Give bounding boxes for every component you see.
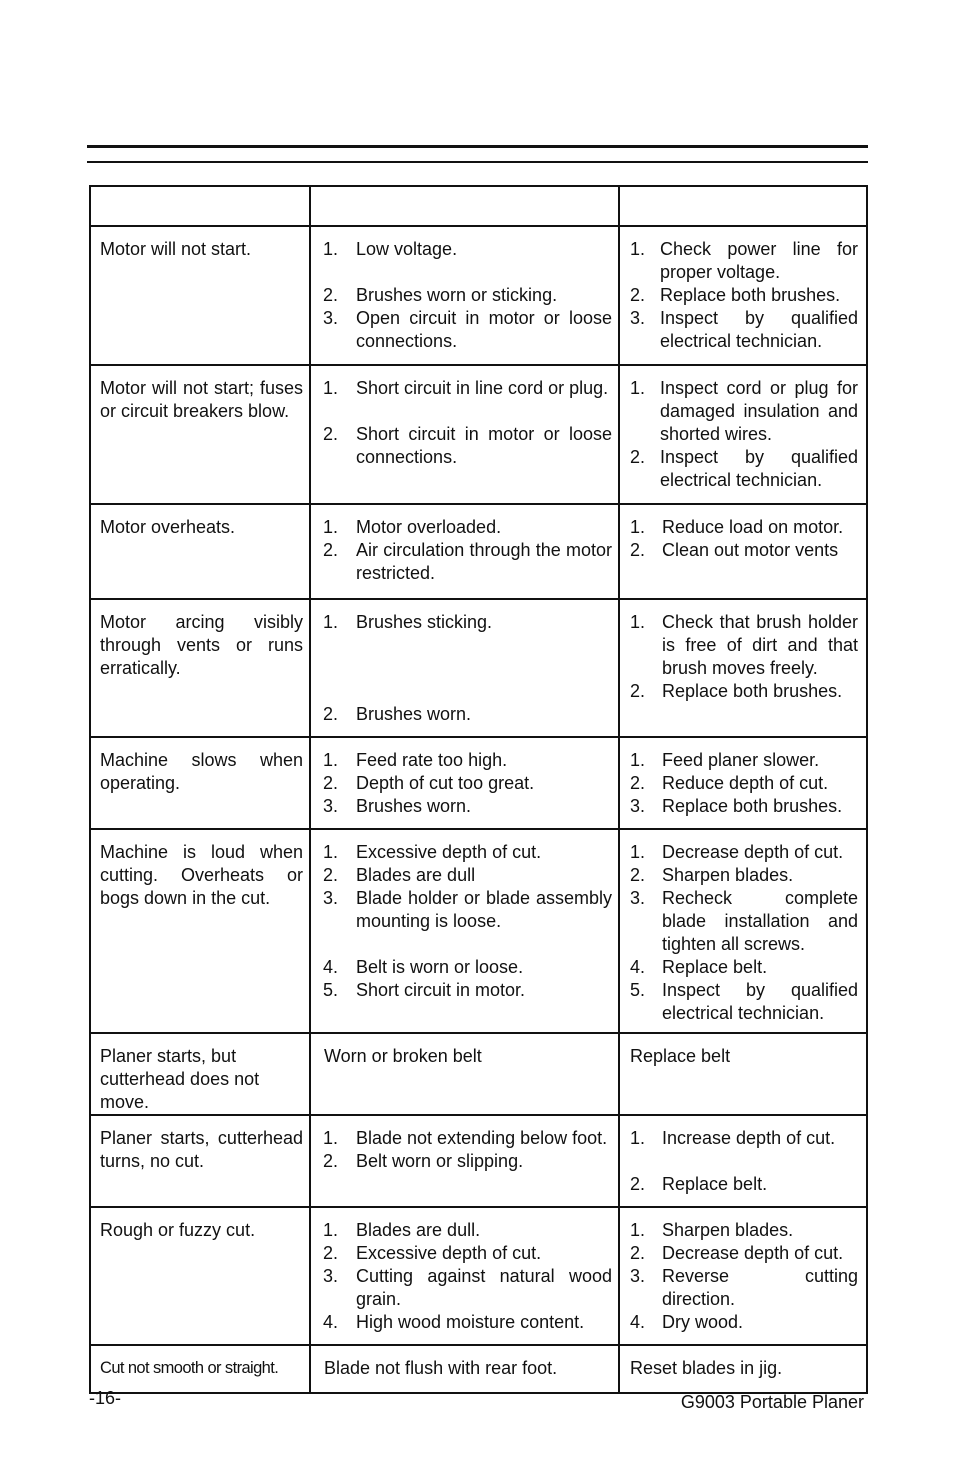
list-item: 4. High wood moisture content. [323, 1312, 585, 1332]
symptom-cell: Planer starts, cutterhead turns, no cut. [90, 1115, 310, 1207]
solution-cell [619, 599, 867, 737]
list-item: 5. Short circuit in motor. [323, 980, 526, 1000]
cause-cell [310, 1207, 619, 1345]
solution-cell: Replace belt [619, 1033, 867, 1115]
table-row [90, 599, 867, 737]
list-item: 1. Blade not extending below foot. [323, 1128, 608, 1148]
list-item: 2. Sharpen blades. [630, 865, 794, 885]
cause-cell [310, 365, 619, 504]
page-number: -16- [89, 1388, 122, 1408]
header-problem [90, 186, 310, 226]
symptom-cell: Motor will not start; fuses or circuit breakers blow. [90, 365, 310, 504]
solution-cell [619, 737, 867, 829]
list-item: 1. Decrease depth of cut. [630, 842, 844, 862]
symptom-cell: Planer starts, but cutterhead does not move. [90, 1033, 310, 1115]
list-item: 1. Feed rate too high. [323, 750, 508, 770]
list-item: 3. Inspect by qualified electrical technician. [630, 308, 858, 351]
solution-cell [619, 365, 867, 504]
solution-cell [619, 226, 867, 365]
solution-cell [619, 1207, 867, 1345]
list-item: 3. Reverse cutting direction. [630, 1266, 858, 1309]
table-row [90, 365, 867, 504]
cause-cell [310, 504, 619, 599]
cause-cell [310, 829, 619, 1033]
list-item: 1. Brushes sticking. [323, 612, 493, 632]
list-item: 3. Replace both brushes. [630, 796, 843, 816]
solution-cell [619, 504, 867, 599]
table-row [90, 1345, 867, 1393]
list-item: 3. Cutting against natural wood grain. [323, 1266, 612, 1309]
table-row [90, 226, 867, 365]
table-row [90, 737, 867, 829]
table-row [90, 504, 867, 599]
list-item: 1. Short circuit in line cord or plug. [323, 378, 609, 398]
list-item: 5. Inspect by qualified electrical technician. [630, 980, 858, 1023]
cause-cell [310, 1115, 619, 1207]
cause-cell [310, 737, 619, 829]
list-item: 3. Brushes worn. [323, 796, 472, 816]
list-item: 1. Excessive depth of cut. [323, 842, 542, 862]
list-item: 2. Belt worn or slipping. [323, 1151, 524, 1171]
cause-cell: Blade not flush with rear foot. [310, 1345, 619, 1393]
list-item: 1. Check power line for proper voltage. [630, 239, 858, 282]
table-row [90, 1033, 867, 1115]
list-item: 1. Sharpen blades. [630, 1220, 794, 1240]
solution-cell: Reset blades in jig. [619, 1345, 867, 1393]
list-item: 4. Replace belt. [630, 957, 768, 977]
list-item: 2. Reduce depth of cut. [630, 773, 829, 793]
cause-cell [310, 226, 619, 365]
list-item: 2. Air circulation through the motor restricted. [323, 540, 612, 583]
list-item: 2. Depth of cut too great. [323, 773, 535, 793]
cause-cell: Worn or broken belt [310, 1033, 619, 1115]
table-header-row [90, 186, 867, 226]
symptom-cell: Machine is loud when cutting. Overheats or bogs down in the cut. [90, 829, 310, 1033]
list-item: 3. Recheck complete blade installation and tighten all screws. [630, 888, 858, 954]
symptom-cell: Motor arcing visibly through vents or runs erratically. [90, 599, 310, 737]
list-item: 1. Check that brush holder is free of dirt and that brush moves freely. [630, 612, 858, 678]
list-item: 4. Dry wood. [630, 1312, 744, 1332]
list-item: 2. Replace belt. [630, 1174, 768, 1194]
list-item: 1. Motor overloaded. [323, 517, 502, 537]
list-item: 3. Open circuit in motor or loose connections. [323, 308, 612, 351]
table-row [90, 1115, 867, 1207]
troubleshooting-table [89, 185, 868, 1394]
list-item: 4. Belt is worn or loose. [323, 957, 524, 977]
table-row [90, 829, 867, 1033]
product-name: G9003 Portable Planer [680, 1392, 864, 1412]
list-item: 1. Feed planer slower. [630, 750, 820, 770]
symptom-cell: Machine slows when operating. [90, 737, 310, 829]
solution-cell [619, 829, 867, 1033]
list-item: 1. Reduce load on motor. [630, 517, 844, 537]
list-item: 1. Inspect cord or plug for damaged insulation and shorted wires. [630, 378, 858, 444]
list-item: 1. Blades are dull. [323, 1220, 481, 1240]
symptom-cell: Motor will not start. [90, 226, 310, 365]
list-item: 3. Blade holder or blade assembly mounting is loose. [323, 888, 612, 931]
list-item: 2. Decrease depth of cut. [630, 1243, 844, 1263]
list-item: 2. Brushes worn. [323, 704, 472, 724]
symptom-cell: Cut not smooth or straight. [90, 1345, 310, 1393]
header-solution [619, 186, 867, 226]
symptom-cell: Rough or fuzzy cut. [90, 1207, 310, 1345]
list-item: 2. Brushes worn or sticking. [323, 285, 558, 305]
symptom-cell: Motor overheats. [90, 504, 310, 599]
list-item: 2. Blades are dull [323, 865, 476, 885]
header-rule-thick [87, 145, 868, 148]
header-cause [310, 186, 619, 226]
header-rule-thin [87, 161, 868, 163]
cause-cell [310, 599, 619, 737]
list-item: 2. Short circuit in motor or loose connections. [323, 424, 612, 467]
list-item: 2. Clean out motor vents [630, 540, 839, 560]
list-item: 2. Replace both brushes. [630, 681, 843, 701]
list-item: 2. Replace both brushes. [630, 285, 841, 305]
list-item: 2. Inspect by qualified electrical technician. [630, 447, 858, 490]
list-item: 1. Increase depth of cut. [630, 1128, 836, 1148]
solution-cell [619, 1115, 867, 1207]
list-item: 1. Low voltage. [323, 239, 458, 259]
list-item: 2. Excessive depth of cut. [323, 1243, 542, 1263]
table-row [90, 1207, 867, 1345]
